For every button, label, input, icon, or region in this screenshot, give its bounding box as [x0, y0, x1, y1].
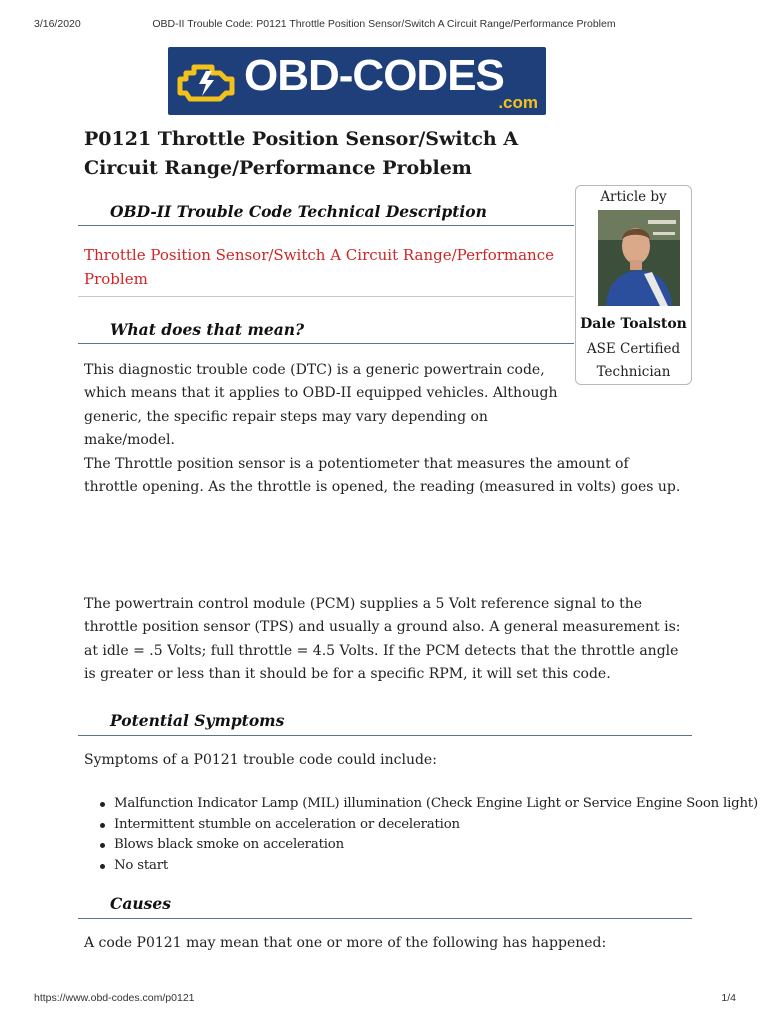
author-label: Article by — [600, 189, 667, 205]
section-divider — [78, 918, 692, 919]
section-divider — [78, 735, 692, 736]
list-item: Malfunction Indicator Lamp (MIL) illumination (Check Engine Light or Service Engine Soon light) — [84, 794, 758, 815]
print-url: https://www.obd-codes.com/p0121 — [34, 992, 195, 1004]
section-divider — [78, 225, 574, 226]
logo-wordmark: OBD-CODES — [244, 51, 504, 100]
print-date: 3/16/2020 — [34, 18, 81, 30]
section-heading-meaning: What does that mean? — [110, 320, 305, 339]
symptoms-intro: Symptoms of a P0121 trouble code could include: — [84, 752, 437, 768]
author-credential-line: Technician — [596, 364, 671, 380]
paragraph-tps-explanation: The Throttle position sensor is a potentiometer that measures the amount of throttle opening. As the throttle is opened, the reading (measured in volts) goes up. — [84, 456, 681, 496]
logo-domain: .com — [498, 93, 538, 112]
symptoms-list — [84, 794, 758, 876]
section-divider — [78, 296, 574, 297]
author-credential-line: ASE Certified — [586, 341, 681, 357]
causes-intro: A code P0121 may mean that one or more of the following has happened: — [84, 935, 607, 951]
author-name: Dale Toalston — [580, 316, 687, 332]
paragraph-dtc-intro: This diagnostic trouble code (DTC) is a generic powertrain code, which means that it applies to OBD-II equipped vehicles. Although generic, the specific repair steps may vary depending on make/model. — [84, 362, 558, 449]
section-heading-causes: Causes — [110, 894, 171, 913]
author-credentials — [576, 338, 691, 384]
page-title: P0121 Throttle Position Sensor/Switch A Circuit Range/Performance Problem — [84, 128, 519, 179]
section-heading-technical-description: OBD-II Trouble Code Technical Description — [110, 202, 487, 221]
print-page-title: OBD-II Trouble Code: P0121 Throttle Position Sensor/Switch A Circuit Range/Performance Problem — [152, 18, 616, 30]
paragraph-pcm-reference: The powertrain control module (PCM) supplies a 5 Volt reference signal to the throttle position sensor (TPS) and usually a ground also. A general measurement is: at idle = .5 Volts; full throttle = 4.5 Volts. If the PCM detects that the throttle angle is greater or less than it should be for a specific RPM, it will set this code. — [84, 596, 681, 683]
section-heading-symptoms: Potential Symptoms — [110, 711, 285, 730]
section-divider — [78, 343, 574, 344]
site-logo[interactable] — [168, 47, 546, 115]
author-box — [575, 185, 692, 385]
check-engine-icon — [176, 59, 238, 103]
list-item: Blows black smoke on acceleration — [84, 835, 758, 856]
author-photo — [598, 210, 680, 306]
code-description: Throttle Position Sensor/Switch A Circuit Range/Performance Problem — [84, 246, 554, 288]
print-page-number: 1/4 — [721, 992, 736, 1004]
list-item: No start — [84, 856, 758, 877]
list-item: Intermittent stumble on acceleration or deceleration — [84, 815, 758, 836]
